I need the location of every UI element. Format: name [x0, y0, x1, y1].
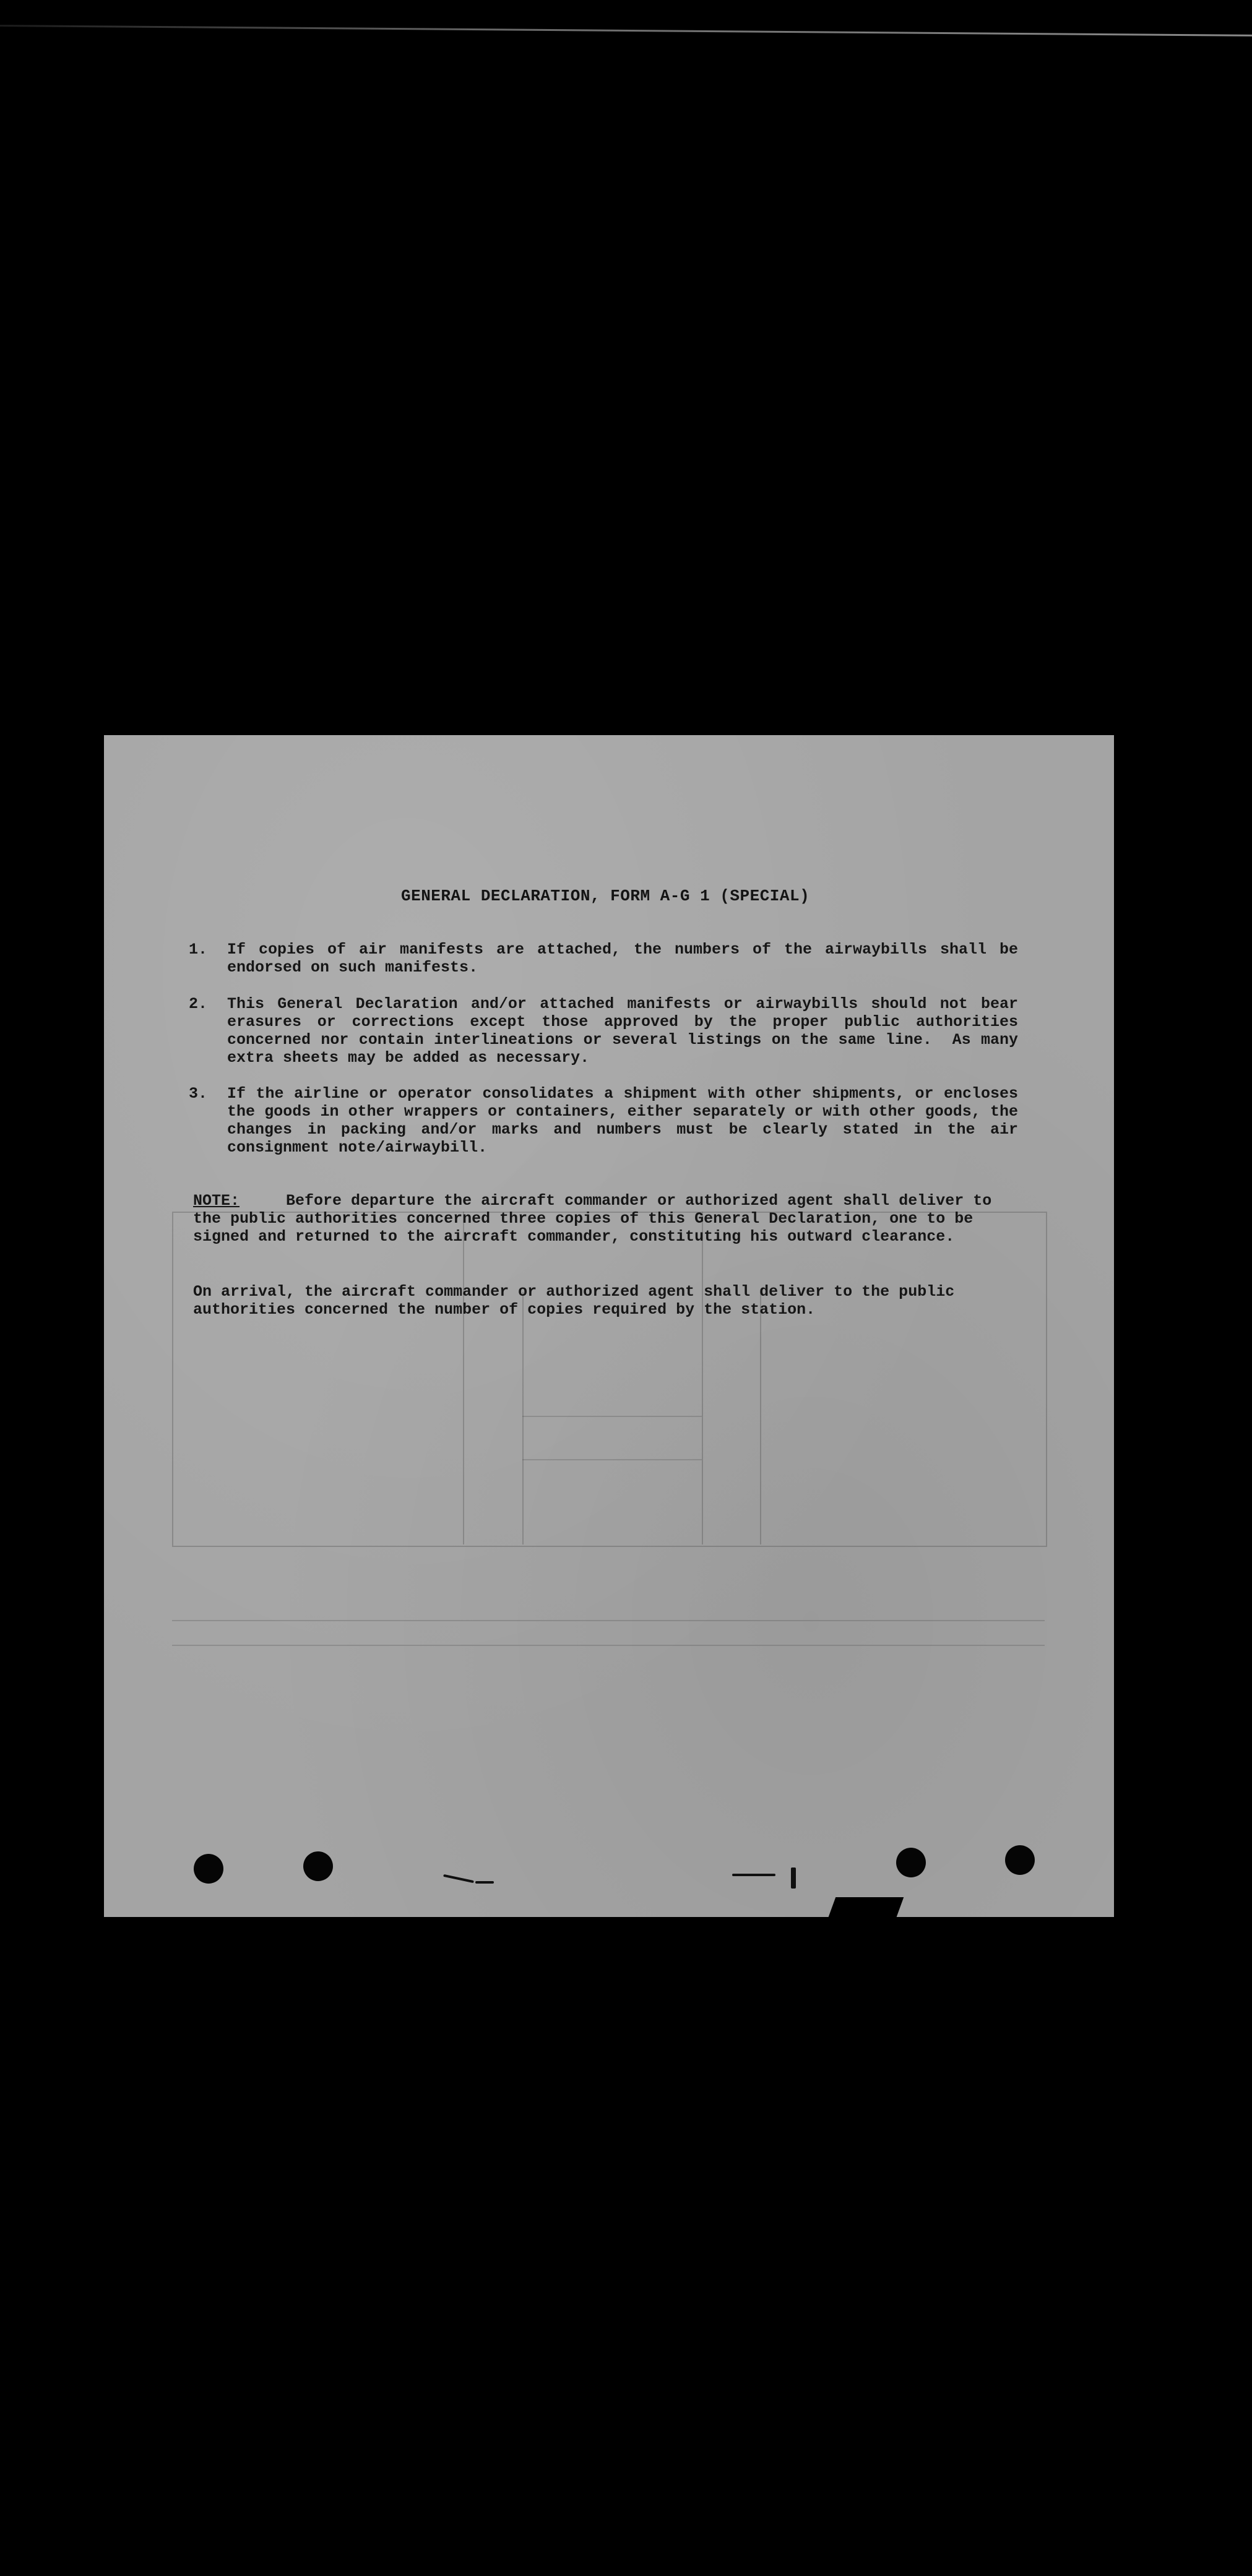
item-text: This General Declaration and/or attached manifests or airwaybills should not bear erasures or corrections except those approved by the proper public authorities concerned nor contain interlineations or several listings on the same line. As many extra sheets may be added as necessary. — [227, 995, 1028, 1067]
instruction-item-2 — [189, 995, 1028, 1067]
bleed-through-rule — [522, 1292, 524, 1544]
departure-note — [193, 1192, 1022, 1246]
bleed-through-table — [172, 1212, 1047, 1547]
paper-tear — [827, 1897, 904, 1917]
instruction-item-1 — [189, 941, 1028, 976]
bleed-through-rule — [172, 1620, 1045, 1621]
punch-hole — [896, 1848, 926, 1877]
arrival-note: On arrival, the aircraft commander or authorized agent shall deliver to the public authorities concerned the number of copies required by the station. — [193, 1283, 964, 1319]
scan-top-rule — [0, 25, 1252, 37]
item-text: If copies of air manifests are attached, the numbers of the airwaybills shall be endorsed on such manifests. — [227, 941, 1028, 976]
bleed-through-rule — [463, 1212, 464, 1544]
pen-mark — [732, 1874, 775, 1876]
punch-hole — [303, 1851, 333, 1881]
item-number: 2. — [189, 995, 208, 1013]
note-text: Before departure the aircraft commander or authorized agent shall deliver to the public authorities concerned three copies of this General Declaration, one to be signed and returned to the aircraft commander, constituting his outward clearance. — [193, 1192, 1001, 1246]
note-label: NOTE: — [193, 1192, 240, 1210]
item-number: 3. — [189, 1085, 208, 1103]
document-title: GENERAL DECLARATION, FORM A-G 1 (SPECIAL) — [401, 887, 810, 905]
bleed-through-rule — [702, 1212, 703, 1544]
punch-hole — [1005, 1845, 1035, 1875]
pen-mark — [443, 1874, 474, 1883]
bleed-through-rule — [760, 1292, 761, 1544]
punch-hole — [194, 1854, 223, 1884]
document-sheet — [104, 735, 1114, 1917]
instruction-item-3 — [189, 1085, 1028, 1157]
item-number: 1. — [189, 941, 208, 958]
bleed-through-rule — [522, 1416, 702, 1417]
pen-mark — [475, 1881, 494, 1884]
item-text: If the airline or operator consolidates a shipment with other shipments, or encloses the goods in other wrappers or containers, either separately or with other goods, the changes in packing and/or marks and numbers must be clearly stated in the air consignment note/airwaybill. — [227, 1085, 1028, 1157]
bleed-through-rule — [522, 1459, 702, 1460]
pen-mark — [791, 1867, 796, 1889]
bleed-through-rule — [172, 1645, 1045, 1646]
